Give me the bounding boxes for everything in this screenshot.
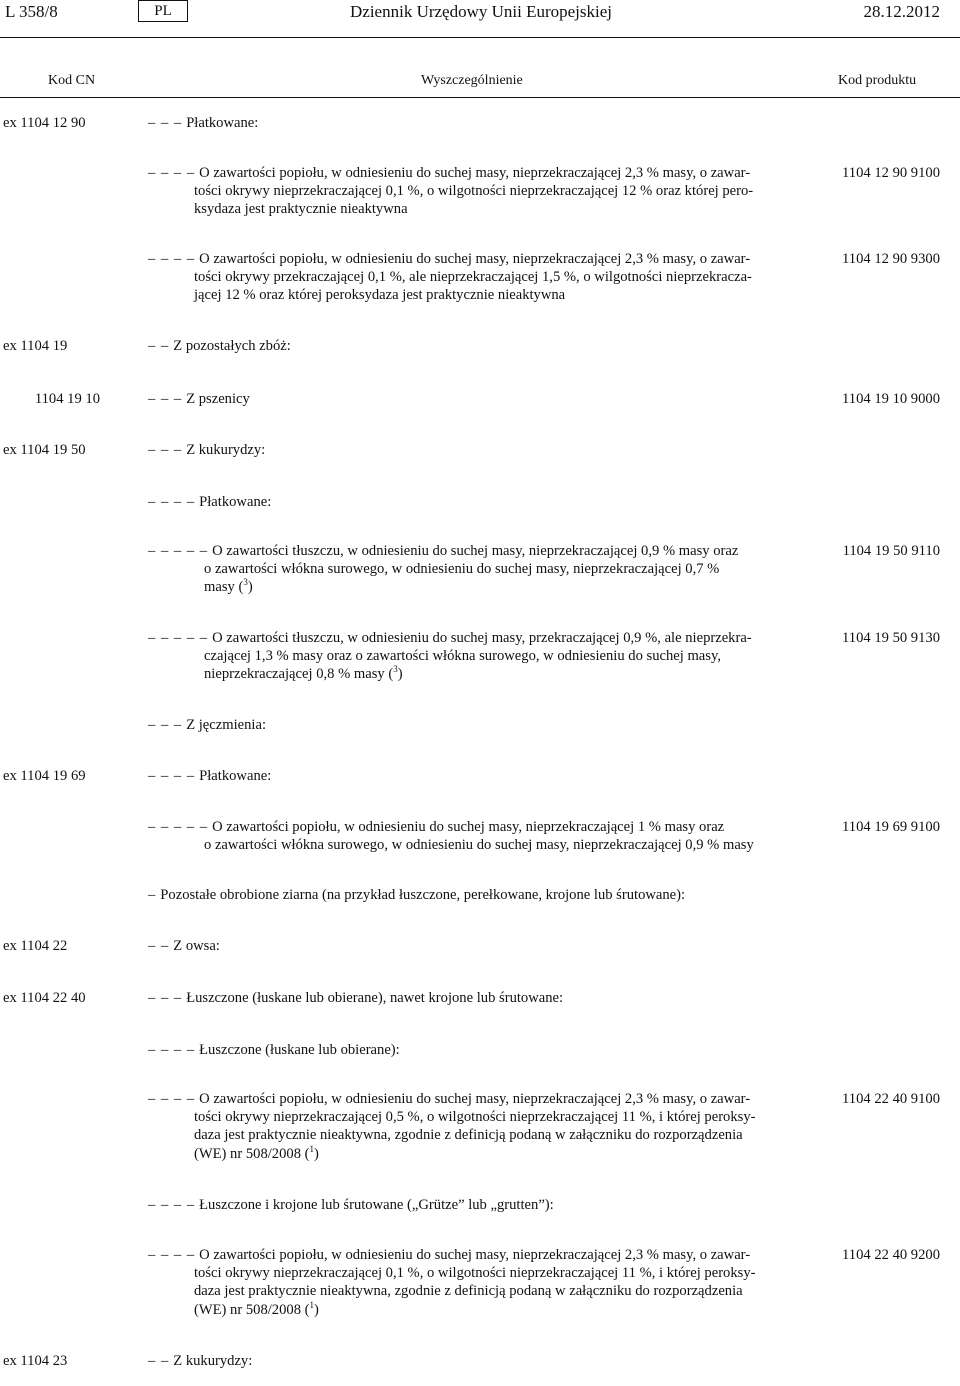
product-code: 1104 19 50 9130 [842, 630, 940, 646]
description-line [148, 886, 790, 904]
description-text: Z pszenicy [186, 391, 250, 407]
footnote-ref: 1 [309, 1143, 315, 1154]
description-line [148, 578, 790, 596]
description-text: Płatkowane: [199, 494, 272, 510]
description-text: Z owsa: [173, 938, 220, 954]
description-text: tości okrywy nieprzekraczającej 0,5 %, o wilgotności nieprzekraczającej 11 %, i której peroksy- [194, 1109, 756, 1126]
description-line [148, 390, 790, 408]
description [148, 716, 790, 734]
description-text: Z pozostałych zbóż: [173, 338, 291, 354]
column-header-description: Wyszczególnienie [421, 73, 523, 88]
indent-dashes: – – – [148, 990, 183, 1006]
indent-dashes: – – – – [148, 1197, 196, 1213]
description [148, 989, 790, 1007]
description-text: (WE) nr 508/2008 ( [194, 1145, 310, 1162]
indent-dashes: – – [148, 938, 170, 954]
description-line [148, 989, 790, 1007]
description-line [148, 1041, 790, 1059]
indent-dashes: – – – – [148, 251, 196, 267]
description-line [148, 1301, 790, 1319]
indent-dashes: – – – – [148, 768, 196, 784]
description [148, 114, 790, 132]
indent-dashes: – – – – – [148, 543, 209, 559]
description-line [148, 268, 790, 286]
description-text: czającej 1,3 % masy oraz o zawartości włókna surowego, w odniesieniu do suchej masy, [204, 648, 721, 665]
product-code: 1104 12 90 9100 [842, 165, 940, 181]
footnote-close: ) [247, 579, 253, 596]
description-text: nieprzekraczającej 0,8 % masy ( [204, 666, 394, 683]
description [148, 767, 790, 785]
footnote-close: ) [314, 1301, 319, 1318]
description-line [148, 286, 790, 304]
description-text: O zawartości tłuszczu, w odniesieniu do suchej masy, przekraczającej 0,9 %, ale nieprzekra- [212, 630, 752, 646]
description-text: Łuszczone (łuskane lub obierane): [199, 1042, 400, 1058]
indent-dashes: – [148, 887, 157, 903]
description [148, 1090, 790, 1163]
description-text: O zawartości tłuszczu, w odniesieniu do suchej masy, nieprzekraczającej 0,9 % masy oraz [212, 543, 739, 559]
description-text: Płatkowane: [186, 115, 259, 131]
description [148, 1041, 790, 1059]
description [148, 390, 790, 408]
description [148, 441, 790, 459]
cn-code: ex 1104 22 [3, 938, 68, 954]
description-text: tości okrywy przekraczającej 0,1 %, ale nieprzekraczającej 1,5 %, o wilgotności nieprzekracza- [194, 269, 752, 286]
indent-dashes: – – – [148, 115, 183, 131]
description [148, 818, 790, 854]
description-line [148, 1246, 790, 1264]
indent-dashes: – – [148, 1353, 170, 1369]
cn-code: ex 1104 19 69 [3, 768, 86, 784]
description-text: O zawartości popiołu, w odniesieniu do suchej masy, nieprzekraczającej 1 % masy oraz [212, 819, 725, 835]
description-text: masy ( [204, 579, 244, 596]
description [148, 250, 790, 305]
description-line [148, 1108, 790, 1126]
indent-dashes: – – – – [148, 1091, 196, 1107]
indent-dashes: – – – – [148, 1042, 196, 1058]
description-line [148, 1282, 790, 1300]
footnote-ref: 1 [309, 1299, 315, 1310]
description-line [148, 836, 790, 854]
description-line [148, 818, 790, 836]
description [148, 937, 790, 955]
cn-code: ex 1104 23 [3, 1353, 68, 1369]
indent-dashes: – – – [148, 717, 183, 733]
description [148, 164, 790, 219]
cn-code: ex 1104 22 40 [3, 990, 86, 1006]
cn-code: ex 1104 19 [3, 338, 68, 354]
description [148, 493, 790, 511]
description-text: Łuszczone (łuskane lub obierane), nawet krojone lub śrutowane: [186, 990, 564, 1006]
column-header-cn: Kod CN [48, 73, 96, 88]
indent-dashes: – – – – – [148, 630, 209, 646]
indent-dashes: – – – – [148, 494, 196, 510]
description-text: O zawartości popiołu, w odniesieniu do suchej masy, nieprzekraczającej 2,3 % masy, o zawar- [199, 251, 751, 267]
description-text: O zawartości popiołu, w odniesieniu do suchej masy, nieprzekraczającej 2,3 % masy, o zawar- [199, 165, 751, 181]
description [148, 542, 790, 597]
description-text: Pozostałe obrobione ziarna (na przykład łuszczone, perełkowane, krojone lub śrutowane): [160, 887, 686, 903]
description-line [148, 1090, 790, 1108]
description [148, 1196, 790, 1214]
header-rule [0, 37, 960, 38]
description-text: tości okrywy nieprzekraczającej 0,1 %, o wilgotności nieprzekraczającej 11 %, i której peroksy- [194, 1265, 756, 1282]
journal-title: Dziennik Urzędowy Unii Europejskiej [350, 2, 613, 21]
indent-dashes: – – – – [148, 165, 196, 181]
description-text: Z kukurydzy: [186, 442, 266, 458]
description-line [148, 182, 790, 200]
description-text: o zawartości włókna surowego, w odniesieniu do suchej masy, nieprzekraczającej 0,7 % [204, 561, 720, 578]
product-code: 1104 19 50 9110 [842, 543, 940, 559]
description-line [148, 200, 790, 218]
footnote-ref: 3 [393, 664, 398, 675]
footnote-close: ) [314, 1145, 319, 1162]
description [148, 886, 790, 904]
page-header [0, 0, 960, 26]
description-line [148, 250, 790, 268]
product-code: 1104 22 40 9100 [842, 1091, 940, 1107]
description-line [148, 647, 790, 665]
description-text: Z kukurydzy: [173, 1353, 253, 1369]
description-line [148, 493, 790, 511]
description-line [148, 164, 790, 182]
indent-dashes: – – – – – [148, 819, 209, 835]
description-line [148, 665, 790, 683]
product-code: 1104 12 90 9300 [842, 251, 940, 267]
description-line [148, 1352, 790, 1370]
description-text: O zawartości popiołu, w odniesieniu do suchej masy, nieprzekraczającej 2,3 % masy, o zawar- [199, 1247, 751, 1263]
description-line [148, 1264, 790, 1282]
indent-dashes: – – – – [148, 1247, 196, 1263]
description-line [148, 716, 790, 734]
description-line [148, 1126, 790, 1144]
description-text: daza jest praktycznie nieaktywna, zgodnie z definicją podaną w załączniku do rozporządzenia [194, 1127, 743, 1144]
description-text: Z jęczmienia: [186, 717, 267, 733]
page-number: L 358/8 [5, 2, 58, 21]
description-text: O zawartości popiołu, w odniesieniu do suchej masy, nieprzekraczającej 2,3 % masy, o zawar- [199, 1091, 751, 1107]
description-line [148, 441, 790, 459]
description-line [148, 767, 790, 785]
indent-dashes: – – [148, 338, 170, 354]
language-box: PL [138, 0, 188, 22]
description-line [148, 1145, 790, 1163]
description-line [148, 542, 790, 560]
description-line [148, 629, 790, 647]
column-header-product-code: Kod produktu [838, 73, 917, 88]
description-text: jącej 12 % oraz której peroksydaza jest praktycznie nieaktywna [194, 287, 566, 304]
description-line [148, 337, 790, 355]
footnote-ref: 3 [243, 577, 248, 588]
footnote-close: ) [397, 666, 403, 683]
description-line [148, 114, 790, 132]
cn-code: ex 1104 12 90 [3, 115, 86, 131]
description-text: daza jest praktycznie nieaktywna, zgodnie z definicją podaną w załączniku do rozporządzenia [194, 1283, 743, 1300]
indent-dashes: – – – [148, 442, 183, 458]
cn-code: 1104 19 10 [34, 391, 100, 407]
description-text: tości okrywy nieprzekraczającej 0,1 %, o wilgotności nieprzekraczającej 12 % oraz której pero- [194, 183, 754, 200]
publication-date: 28.12.2012 [863, 2, 940, 21]
description-line [148, 1196, 790, 1214]
product-code: 1104 19 10 9000 [842, 391, 940, 407]
description-line [148, 937, 790, 955]
product-code: 1104 22 40 9200 [842, 1247, 940, 1263]
description-text: Płatkowane: [199, 768, 272, 784]
column-header-rule [0, 97, 960, 98]
cn-code: ex 1104 19 50 [3, 442, 86, 458]
description-text: Łuszczone i krojone lub śrutowane („Grütze” lub „grutten”): [199, 1197, 554, 1213]
description-line [148, 560, 790, 578]
description [148, 337, 790, 355]
description [148, 1352, 790, 1370]
indent-dashes: – – – [148, 391, 183, 407]
description [148, 1246, 790, 1319]
description-text: o zawartości włókna surowego, w odniesieniu do suchej masy, nieprzekraczającej 0,9 % masy [204, 837, 754, 854]
description [148, 629, 790, 684]
description-text: (WE) nr 508/2008 ( [194, 1301, 310, 1318]
product-code: 1104 19 69 9100 [842, 819, 940, 835]
description-text: ksydaza jest praktycznie nieaktywna [194, 201, 408, 218]
